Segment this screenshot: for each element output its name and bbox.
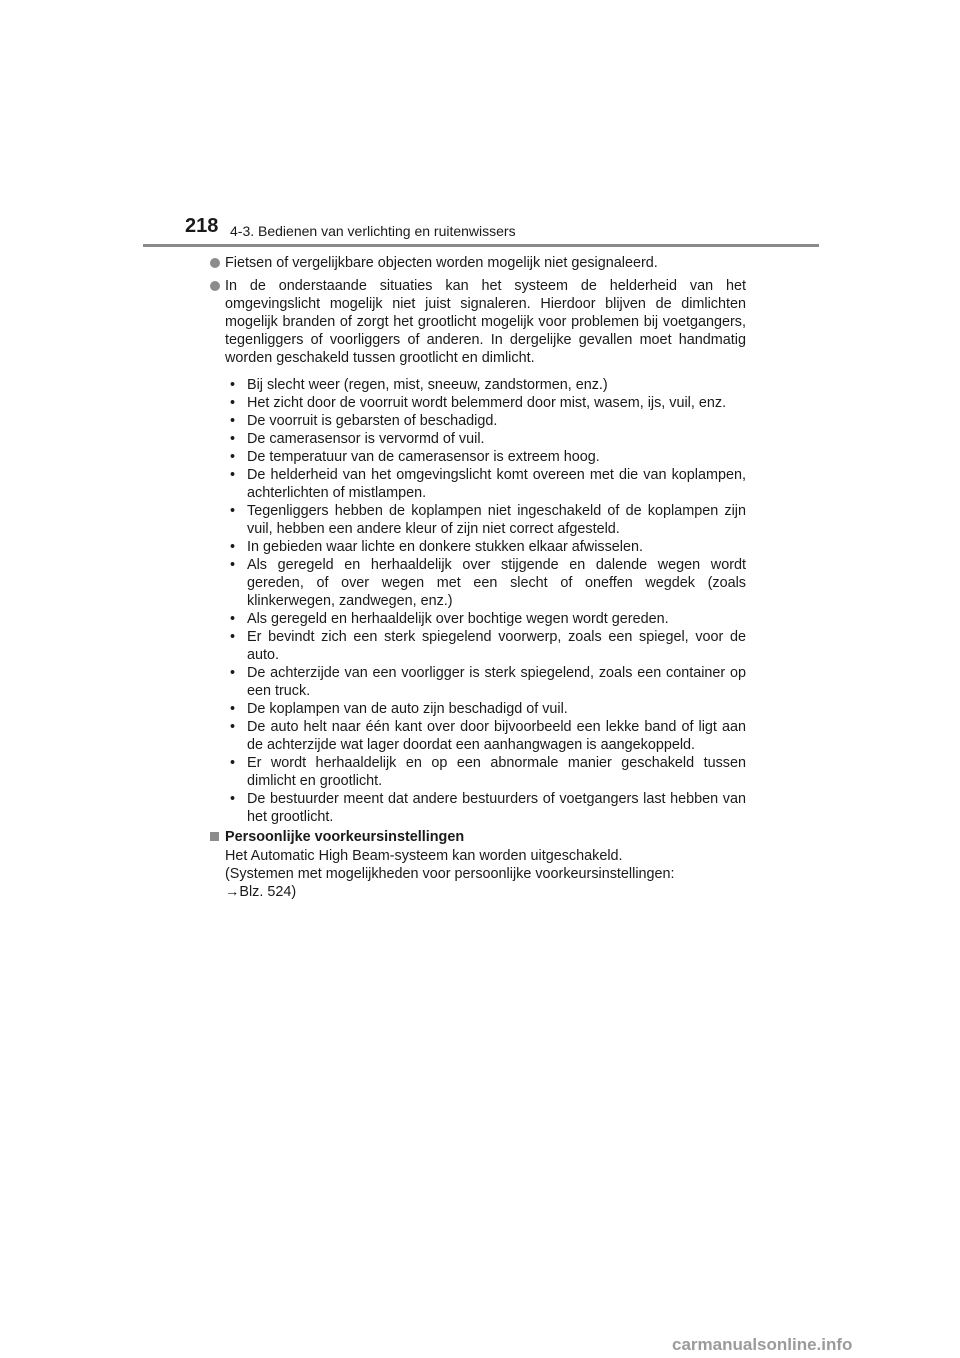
subsection-line: Het Automatic High Beam-systeem kan worden uitgeschakeld. [225,848,623,864]
list-item [210,412,746,430]
circle-bullet-icon [210,281,220,291]
list-bullet: • [230,611,236,627]
list-item-text: De koplampen van de auto zijn beschadigd of vuil. [247,701,568,717]
list-item-text: Bij slecht weer (regen, mist, sneeuw, zandstormen, enz.) [247,377,608,393]
watermark: carmanualsonline.info [672,1335,853,1354]
list-item-text: Er bevindt zich een sterk spiegelend voorwerp, zoals een spiegel, voor de auto. [247,629,746,663]
subsection-line: (Systemen met mogelijkheden voor persoonlijke voorkeursinstellingen: [225,866,675,882]
list-bullet: • [230,557,236,573]
list-item [210,430,746,448]
list-item-text: De auto helt naar één kant over door bijvoorbeeld een lekke band of ligt aan de achterzijde wat lager doordat een aanhangwagen is aangekoppeld. [247,719,746,753]
list-bullet: • [230,467,236,483]
main-content [210,254,746,901]
list-item [210,790,746,826]
list-item-text: Als geregeld en herhaaldelijk over bochtige wegen wordt gereden. [247,611,669,627]
list-item [210,628,746,664]
page-reference-link[interactable]: →Blz. 524) [225,884,297,900]
situation-list [210,376,746,826]
list-item [210,394,746,412]
list-item [210,610,746,628]
list-bullet: • [230,449,236,465]
page-number: 218 [185,215,219,237]
list-item-text: In gebieden waar lichte en donkere stukken elkaar afwisselen. [247,539,643,555]
list-item-text: De bestuurder meent dat andere bestuurders of voetgangers last hebben van het grootlicht. [247,791,746,825]
list-item-text: De helderheid van het omgevingslicht komt overeen met die van koplampen, achterlichten of mistlampen. [247,467,746,501]
list-item [210,538,746,556]
list-item-text: Het zicht door de voorruit wordt belemmerd door mist, wasem, ijs, vuil, enz. [247,395,727,411]
list-item-text: De temperatuur van de camerasensor is extreem hoog. [247,449,600,465]
list-bullet: • [230,395,236,411]
list-bullet: • [230,413,236,429]
list-item [210,556,746,610]
list-item [210,466,746,502]
header-divider [143,244,819,247]
bullet-paragraph [210,254,746,272]
list-item-text: Als geregeld en herhaaldelijk over stijgende en dalende wegen wordt gereden, of over wegen met een slecht of oneffen wegdek (zoals klinkerwegen, zandwegen, enz.) [247,557,746,609]
list-bullet: • [230,377,236,393]
bullet-text: In de onderstaande situaties kan het systeem de helderheid van het omgevingslicht mogelijk niet juist signaleren. Hierdoor blijven de dimlichten mogelijk branden of zorgt het grootlicht mogelijk voor problemen bij voetgangers, tegenliggers of voorliggers of anderen. In dergelijke gevallen moet handmatig worden geschakeld tussen grootlicht en dimlicht. [225,278,746,366]
list-bullet: • [230,539,236,555]
circle-bullet-icon [210,258,220,268]
bullet-text: Fietsen of vergelijkbare objecten worden mogelijk niet gesignaleerd. [225,255,658,271]
list-bullet: • [230,701,236,717]
list-item [210,502,746,538]
list-item [210,754,746,790]
list-bullet: • [230,755,236,771]
page-header [185,216,820,246]
list-bullet: • [230,629,236,645]
list-item [210,448,746,466]
list-item [210,376,746,394]
subsection-personal-settings [210,828,746,901]
list-item-text: De camerasensor is vervormd of vuil. [247,431,485,447]
subsection-body [210,847,746,901]
section-title: 4-3. Bedienen van verlichting en ruitenwissers [230,223,516,239]
list-item-text: De voorruit is gebarsten of beschadigd. [247,413,498,429]
list-bullet: • [230,503,236,519]
list-item-text: Er wordt herhaaldelijk en op een abnormale manier geschakeld tussen dimlicht en grootlicht. [247,755,746,789]
bullet-paragraph [210,277,746,367]
list-bullet: • [230,431,236,447]
list-item [210,718,746,754]
square-bullet-icon [210,832,219,841]
list-bullet: • [230,719,236,735]
list-bullet: • [230,665,236,681]
list-bullet: • [230,791,236,807]
list-item-text: Tegenliggers hebben de koplampen niet ingeschakeld of de koplampen zijn vuil, hebben een andere kleur of zijn niet correct afgesteld. [247,503,746,537]
list-item [210,664,746,700]
list-item [210,700,746,718]
list-item-text: De achterzijde van een voorligger is sterk spiegelend, zoals een container op een truck. [247,665,746,699]
subsection-title: Persoonlijke voorkeursinstellingen [225,829,465,845]
